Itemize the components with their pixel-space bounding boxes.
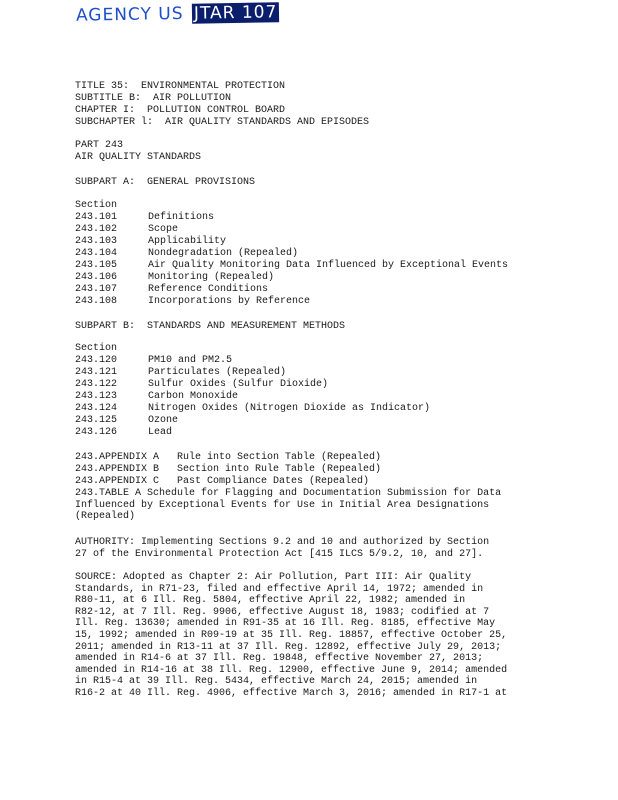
stamp-boxed-text: JTAR 107 [193,2,278,24]
section-title: Carbon Monoxide [148,391,239,402]
section-title: PM10 and PM2.5 [148,355,233,366]
section-title: Nondegradation (Repealed) [148,248,299,259]
subchapter-line: SUBCHAPTER l: AIR QUALITY STANDARDS AND EPISODES [75,117,370,128]
section-title: Sulfur Oxides (Sulfur Dioxide) [148,379,329,390]
section-number: 243.107 [75,284,118,295]
appendix-c: 243.APPENDIX C Past Compliance Dates (Repealed) [75,476,370,487]
section-title: Incorporations by Reference [148,296,311,307]
section-title: Nitrogen Oxides (Nitrogen Dioxide as Indicator) [148,403,431,414]
section-number: 243.108 [75,296,118,307]
section-number: 243.124 [75,403,118,414]
subpart-b-section-label: Section [75,343,118,354]
section-number: 243.125 [75,415,118,426]
source-note: SOURCE: Adopted as Chapter 2: Air Pollution, Part III: Air Quality Standards, in R71-23, filed and effective April 14, 1972; amended in R80-11, at 6 Ill. Reg. 5804, effective April 22, 1982; amended in R82-12, at 7 Ill. Reg. 9906, effective August 18, 1983; codified at 7 Ill. Reg. 13630; amended in R91-35 at 16 Ill. Reg. 8185, effective May 15, 1992; amended in R09-19 at 35 Ill. Reg. 18857, effective October 25, 2011; amended in R13-11 at 37 Ill. Reg. 12892, effective July 29, 2013; amended in R14-6 at 37 Ill. Reg. 19848, effective November 27, 2013; amended in R14-16 at 38 Ill. Reg. 12900, effective June 9, 2014; amended in R15-4 at 39 Ill. Reg. 5434, effective March 24, 2015; amended in R16-2 at 40 Ill. Reg. 4906, effective March 3, 2016; amended in R17-1 at [75,572,508,699]
appendix-b: 243.APPENDIX B Section into Rule Table (Repealed) [75,464,382,475]
section-title: Reference Conditions [148,284,269,295]
section-title: Lead [148,427,173,438]
table-a-entry: 243.TABLE A Schedule for Flagging and Documentation Submission for Data Influenced by Exceptional Events for Use in Initial Area Designations (Repealed) [75,488,502,523]
section-title: Scope [148,224,179,235]
stamp-text: AGENCY US [75,3,184,26]
chapter-line: CHAPTER I: POLLUTION CONTROL BOARD [75,105,286,116]
section-title: Ozone [148,415,179,426]
section-number: 243.122 [75,379,118,390]
agency-stamp [76,2,280,26]
authority-note: AUTHORITY: Implementing Sections 9.2 and 10 and authorized by Section 27 of the Environmental Protection Act [415 ILCS 5/9.2, 10, and 27]. [75,537,490,560]
title-line: TITLE 35: ENVIRONMENTAL PROTECTION [75,81,286,92]
section-number: 243.102 [75,224,118,235]
section-title: Applicability [148,236,227,247]
section-number: 243.121 [75,367,118,378]
part-name: AIR QUALITY STANDARDS [75,152,202,163]
section-number: 243.123 [75,391,118,402]
section-number: 243.104 [75,248,118,259]
subpart-a-heading: SUBPART A: GENERAL PROVISIONS [75,177,256,188]
subpart-a-section-label: Section [75,200,118,211]
section-number: 243.105 [75,260,118,271]
section-number: 243.106 [75,272,118,283]
subpart-b-heading: SUBPART B: STANDARDS AND MEASUREMENT METHODS [75,321,346,332]
section-title: Monitoring (Repealed) [148,272,275,283]
section-title: Air Quality Monitoring Data Influenced by Exceptional Events [148,260,509,271]
section-number: 243.101 [75,212,118,223]
part-number: PART 243 [75,140,124,151]
section-title: Definitions [148,212,215,223]
subtitle-line: SUBTITLE B: AIR POLLUTION [75,93,232,104]
section-title: Particulates (Repealed) [148,367,287,378]
section-number: 243.120 [75,355,118,366]
appendix-a: 243.APPENDIX A Rule into Section Table (Repealed) [75,452,382,463]
section-number: 243.103 [75,236,118,247]
section-number: 243.126 [75,427,118,438]
